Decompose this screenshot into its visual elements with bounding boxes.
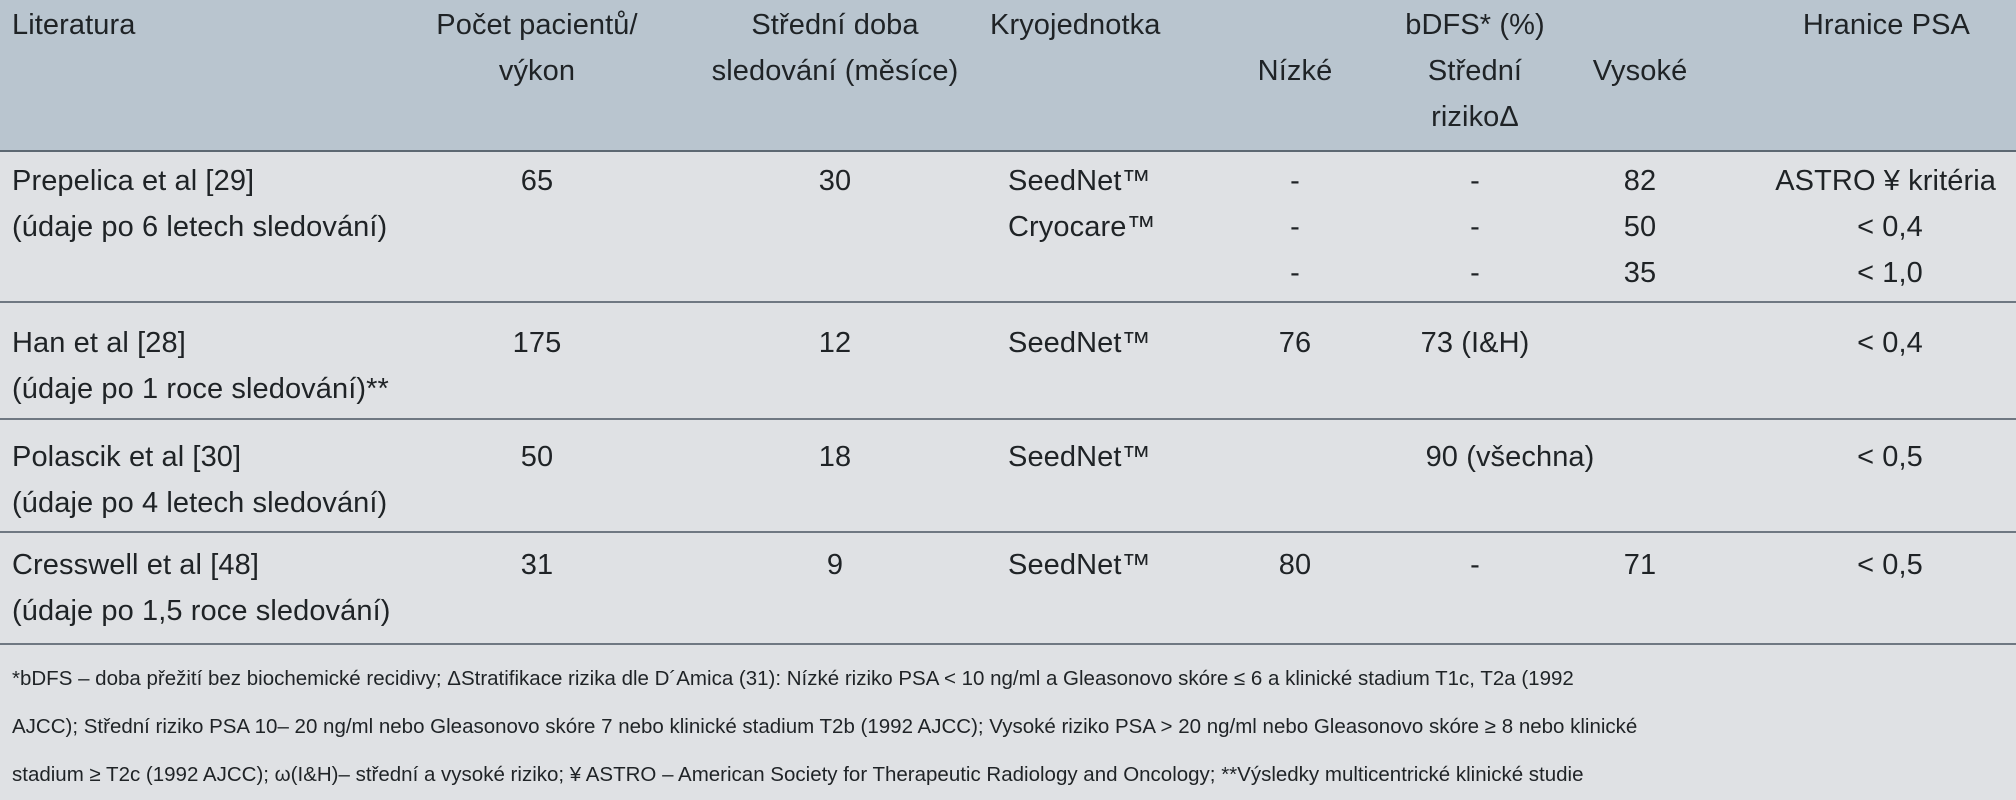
row1-vysoke-3: 35 [1623,257,1657,289]
row3-literatura-line2: (údaje po 4 letech sledování) [12,487,388,519]
row1-stredni-3: - [1470,257,1480,289]
row1-stredni-1: - [1470,165,1480,197]
row1-pocet: 65 [520,165,554,197]
row1-literatura-line1: Prepelica et al [29] [12,165,255,197]
row1-literatura-line2: (údaje po 6 letech sledování) [12,211,388,243]
row4-psa: < 0,5 [1857,549,1923,581]
header-pocet-line1: Počet pacientů/ [436,9,638,41]
row1-kryo-1: SeedNet™ [1008,165,1151,197]
row3-kryo: SeedNet™ [1008,441,1151,473]
row4-nizke: 80 [1278,549,1312,581]
row2-literatura-line2: (údaje po 1 roce sledování)** [12,373,389,405]
row-divider [0,418,2016,420]
row2-pocet: 175 [512,327,562,359]
row-divider [0,301,2016,303]
row1-doba: 30 [818,165,852,197]
header-doba-line2: sledování (měsíce) [711,55,959,87]
row2-psa: < 0,4 [1857,327,1923,359]
row1-vysoke-2: 50 [1623,211,1657,243]
row-divider [0,531,2016,533]
header-literatura: Literatura [12,9,136,41]
row4-vysoke: 71 [1623,549,1657,581]
header-doba-line1: Střední doba [751,9,919,41]
footnote-line3: stadium ≥ T2c (1992 AJCC); ω(I&H)– střední a vysoké riziko; ¥ ASTRO – American Society for Therapeutic Radiology and Oncology; **Výsledky multicentrické klinické studie [12,763,1584,786]
row2-literatura-line1: Han et al [28] [12,327,186,359]
row3-pocet: 50 [520,441,554,473]
header-nizke: Nízké [1257,55,1333,87]
row3-stredni: 90 (všechna) [1425,441,1595,473]
row1-psa-3: < 1,0 [1857,257,1923,289]
row1-nizke-2: - [1290,211,1300,243]
row1-nizke-1: - [1290,165,1300,197]
row3-literatura-line1: Polascik et al [30] [12,441,242,473]
header-vysoke: Vysoké [1592,55,1688,87]
header-pocet-line2: výkon [498,55,576,87]
header-hranice-psa: Hranice PSA [1802,9,1970,41]
row1-vysoke-1: 82 [1623,165,1657,197]
header-bdfs: bDFS* (%) [1405,9,1545,41]
row1-kryo-2: Cryocare™ [1008,211,1156,243]
row4-literatura-line2: (údaje po 1,5 roce sledování) [12,595,391,627]
footnote-line2: AJCC); Střední riziko PSA 10– 20 ng/ml nebo Gleasonovo skóre 7 nebo klinické stadium T2b (1992 AJCC); Vysoké riziko PSA > 20 ng/ml nebo Gleasonovo skóre ≥ 8 nebo klinické [12,715,1638,738]
row4-kryo: SeedNet™ [1008,549,1151,581]
row1-nizke-3: - [1290,257,1300,289]
row3-doba: 18 [818,441,852,473]
row4-literatura-line1: Cresswell et al [48] [12,549,259,581]
row2-kryo: SeedNet™ [1008,327,1151,359]
row3-psa: < 0,5 [1857,441,1923,473]
footnote-line1: *bDFS – doba přežití bez biochemické recidivy; ΔStratifikace rizika dle D´Amica (31): Nízké riziko PSA < 10 ng/ml a Gleasonovo skóre ≤ 6 a klinické stadium T1c, T2a (1992 [12,667,1574,690]
row4-doba: 9 [826,549,844,581]
row4-pocet: 31 [520,549,554,581]
header-stredni-line2: rizikoΔ [1431,101,1519,133]
row1-psa-1: ASTRO ¥ kritéria [1775,165,1996,197]
table-bottom-rule [0,643,2016,645]
row1-psa-2: < 0,4 [1857,211,1923,243]
row2-stredni: 73 (I&H) [1420,327,1530,359]
row2-nizke: 76 [1278,327,1312,359]
row4-stredni: - [1470,549,1480,581]
header-stredni-line1: Střední [1427,55,1523,87]
header-kryojednotka: Kryojednotka [990,9,1161,41]
row2-doba: 12 [818,327,852,359]
row1-stredni-2: - [1470,211,1480,243]
